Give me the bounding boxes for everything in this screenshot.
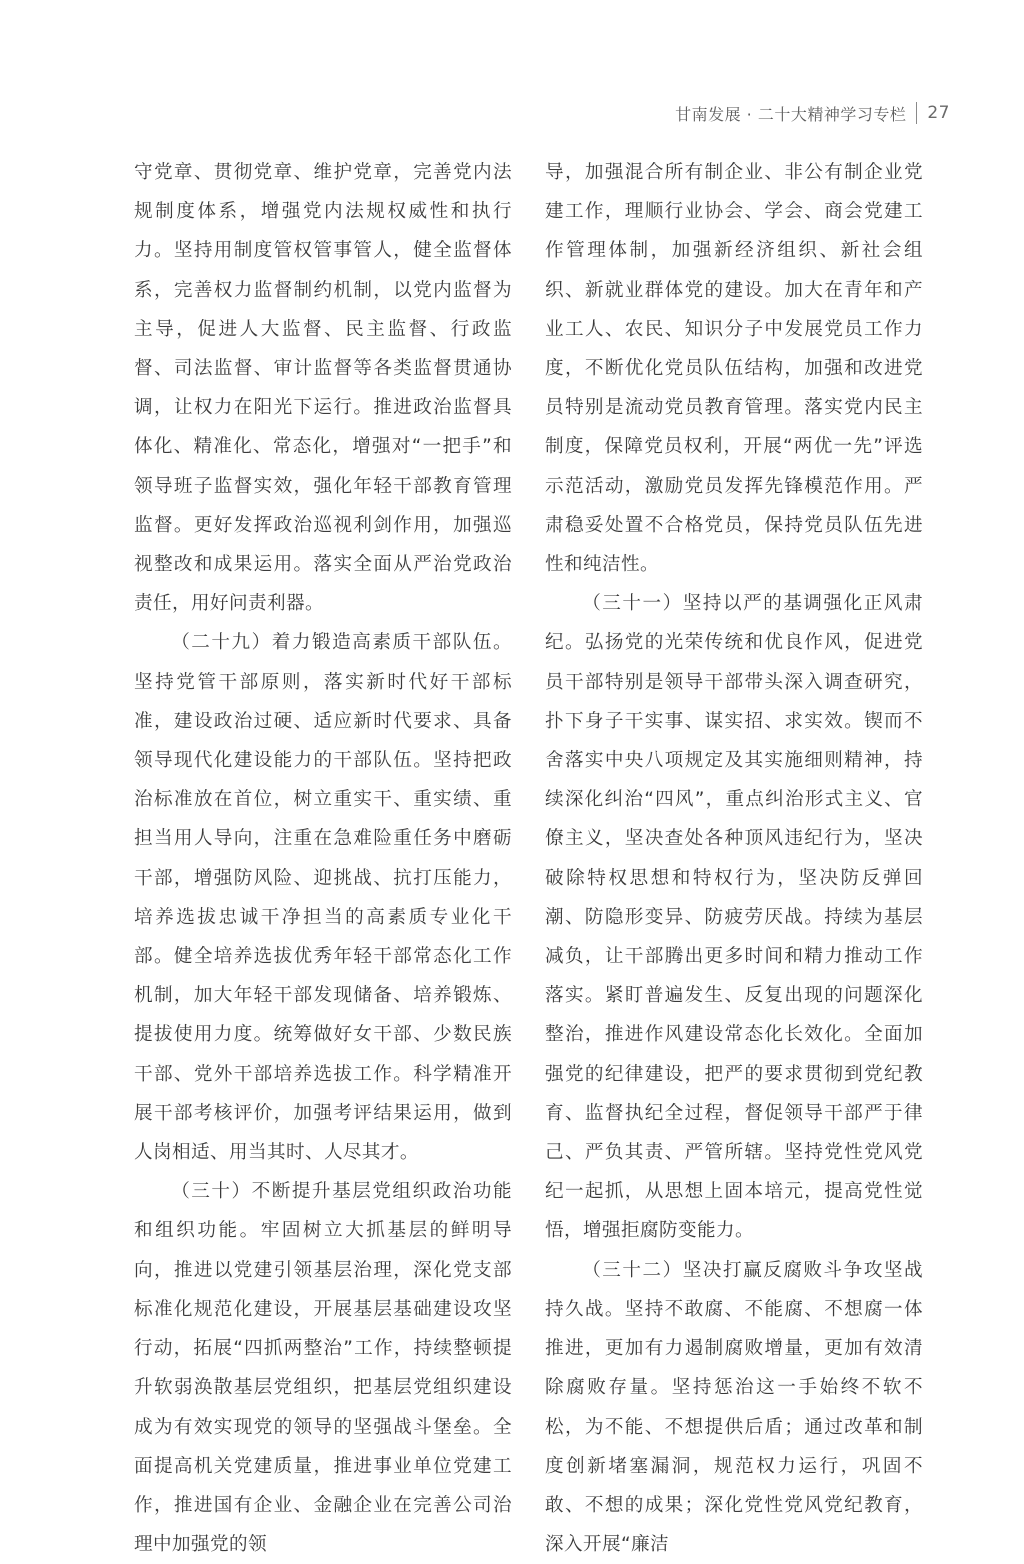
paragraph-section-30: （三十）不断提升基层党组织政治功能和组织功能。牢固树立大抓基层的鲜明导向，推进以党建引领基层治理，深化党支部标准化规范化建设，开展基层基础建设攻坚行动，拓展“四抓两整治”工作，持续整顿提升软弱涣散基层党组织，把基层党组织建设成为有效实现党的领导的坚强战斗堡垒。全面提高机关党建质量，推进事业单位党建工作，推进国有企业、金融企业在完善公司治理中加强党的领	[134, 1181, 512, 1556]
right-column	[545, 153, 923, 1564]
paragraph-section-31: （三十一）坚持以严的基调强化正风肃纪。弘扬党的光荣传统和优良作风，促进党员干部特别是领导干部带头深入调查研究，扑下身子干实事、谋实招、求实效。锲而不舍落实中央八项规定及其实施细则精神，持续深化纠治“四风”，重点纠治形式主义、官僚主义，坚决查处各种顶风违纪行为，坚决破除特权思想和特权行为，坚决防反弹回潮、防隐形变异、防疲劳厌战。持续为基层减负，让干部腾出更多时间和精力推动工作落实。紧盯普遍发生、反复出现的问题深化整治，推进作风建设常态化长效化。全面加强党的纪律建设，把严的要求贯彻到党纪教育、监督执纪全过程，督促领导干部严于律己、严负其责、严管所辖。坚持党性党风党纪一起抓，从思想上固本培元，提高党性觉悟，增强拒腐防变能力。	[545, 593, 923, 1242]
paragraph-section-32: （三十二）坚决打赢反腐败斗争攻坚战持久战。坚持不敢腐、不能腐、不想腐一体推进，更加有力遏制腐败增量，更加有效清除腐败存量。坚持惩治这一手始终不软不松，为不能、不想提供后盾；通过改革和制度创新堵塞漏洞，规范权力运行，巩固不敢、不想的成果；深化党性党风党纪教育，深入开展“廉洁	[545, 1259, 923, 1556]
paragraph-section-29: （二十九）着力锻造高素质干部队伍。坚持党管干部原则，落实新时代好干部标准，建设政治过硬、适应新时代要求、具备领导现代化建设能力的干部队伍。坚持把政治标准放在首位，树立重实干、重实绩、重担当用人导向，注重在急难险重任务中磨砺干部，增强防风险、迎挑战、抗打压能力，培养选拔忠诚干净担当的高素质专业化干部。健全培养选拔优秀年轻干部常态化工作机制，加大年轻干部发现储备、培养锻炼、提拔使用力度。统筹做好女干部、少数民族干部、党外干部培养选拔工作。科学精准开展干部考核评价，加强考评结果运用，做到人岗相适、用当其时、人尽其才。	[134, 632, 512, 1164]
paragraph: 导，加强混合所有制企业、非公有制企业党建工作，理顺行业协会、学会、商会党建工作管理体制，加强新经济组织、新社会组织、新就业群体党的建设。加大在青年和产业工人、农民、知识分子中发展党员工作力度，不断优化党员队伍结构，加强和改进党员特别是流动党员教育管理。落实党内民主制度，保障党员权利，开展“两优一先”评选示范活动，激励党员发挥先锋模范作用。严肃稳妥处置不合格党员，保持党员队伍先进性和纯洁性。	[545, 162, 923, 576]
paragraph: 守党章、贯彻党章、维护党章，完善党内法规制度体系，增强党内法规权威性和执行力。坚持用制度管权管事管人，健全监督体系，完善权力监督制约机制，以党内监督为主导，促进人大监督、民主监督、行政监督、司法监督、审计监督等各类监督贯通协调，让权力在阳光下运行。推进政治监督具体化、精准化、常态化，增强对“一把手”和领导班子监督实效，强化年轻干部教育管理监督。更好发挥政治巡视利剑作用，加强巡视整改和成果运用。落实全面从严治党政治责任，用好问责利器。	[134, 162, 512, 615]
header-title: 甘南发展 · 二十大精神学习专栏	[675, 104, 907, 124]
left-column	[134, 153, 512, 1564]
page-number: 27	[927, 103, 950, 123]
running-header	[675, 100, 950, 126]
header-divider	[916, 102, 917, 124]
